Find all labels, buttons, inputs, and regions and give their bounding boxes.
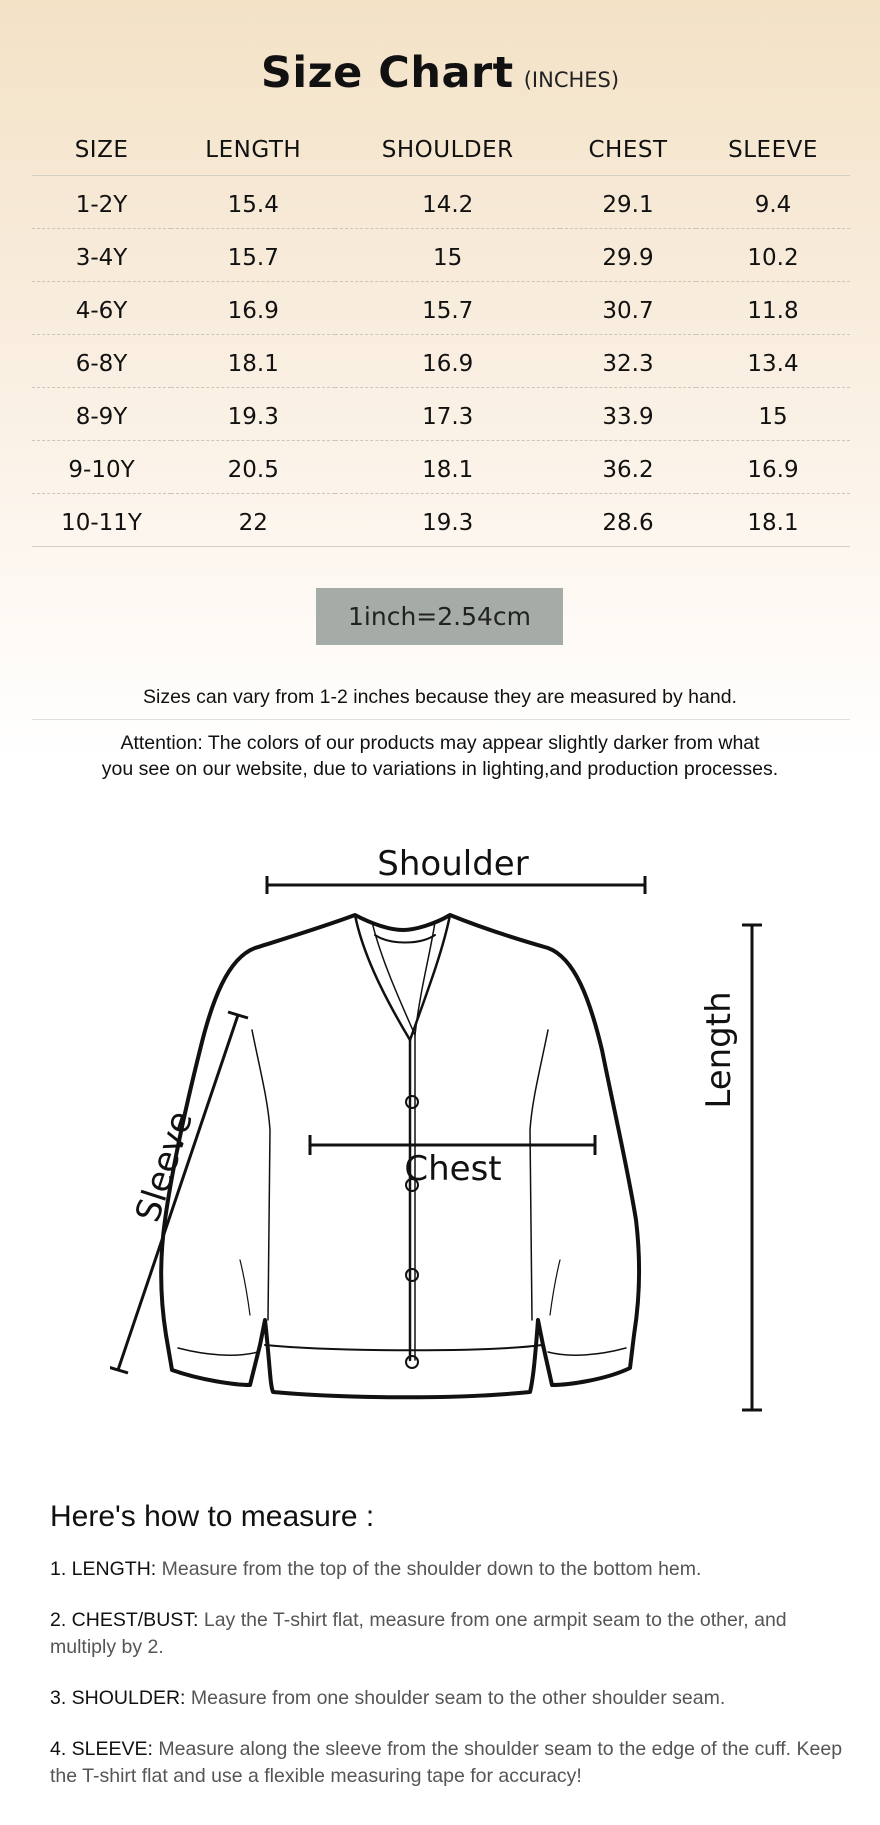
length-cell: 15.7	[171, 229, 335, 282]
conversion-badge: 1inch=2.54cm	[316, 588, 563, 645]
button-dot	[406, 1269, 418, 1281]
how-to-item-text: Measure from the top of the shoulder down to the bottom hem.	[156, 1558, 702, 1580]
cardigan-outline	[161, 915, 639, 1397]
shoulder-cell: 14.2	[335, 176, 560, 229]
sleeve-cell: 15	[696, 388, 850, 441]
table-header-row	[32, 125, 850, 176]
table-row	[32, 441, 850, 494]
how-to-item-key: 2. CHEST/BUST:	[50, 1609, 199, 1631]
unit-label: (INCHES)	[523, 68, 620, 92]
cardigan-diagram	[110, 840, 790, 1420]
chest-cell: 29.1	[560, 176, 696, 229]
page-header	[0, 48, 880, 98]
column-header-length: LENGTH	[171, 125, 335, 176]
how-to-item-text: Measure along the sleeve from the shoulder seam to the edge of the cuff. Keep the T-shirt flat and use a flexible measuring tape for accuracy!	[50, 1738, 843, 1787]
length-cell: 15.4	[171, 176, 335, 229]
length-cell: 18.1	[171, 335, 335, 388]
length-cell: 19.3	[171, 388, 335, 441]
column-header-shoulder: SHOULDER	[335, 125, 560, 176]
attention-line-1: Attention: The colors of our products may appear slightly darker from what	[120, 732, 760, 754]
shoulder-label: Shoulder	[377, 844, 529, 884]
page-title: Size Chart	[260, 48, 514, 98]
chest-cell: 33.9	[560, 388, 696, 441]
shoulder-cell: 15	[335, 229, 560, 282]
variation-note: Sizes can vary from 1-2 inches because they are measured by hand.	[143, 686, 737, 708]
sleeve-cell: 11.8	[696, 282, 850, 335]
table-row	[32, 282, 850, 335]
table-row	[32, 335, 850, 388]
column-header-chest: CHEST	[560, 125, 696, 176]
sleeve-cell: 16.9	[696, 441, 850, 494]
how-to-item	[50, 1556, 850, 1583]
sleeve-cell: 13.4	[696, 335, 850, 388]
shoulder-cell: 15.7	[335, 282, 560, 335]
how-to-item-key: 1. LENGTH:	[50, 1558, 157, 1580]
button-dot	[406, 1096, 418, 1108]
attention-line-2: you see on our website, due to variations in lighting,and production processes.	[101, 758, 779, 780]
size-cell: 4-6Y	[32, 282, 171, 335]
how-to-item	[50, 1736, 850, 1790]
chest-cell: 32.3	[560, 335, 696, 388]
how-to-measure-section	[50, 1500, 850, 1814]
button-dot	[406, 1356, 418, 1368]
size-cell: 10-11Y	[32, 494, 171, 547]
size-cell: 3-4Y	[32, 229, 171, 282]
how-to-item	[50, 1685, 850, 1712]
length-cell: 22	[171, 494, 335, 547]
how-to-item	[50, 1607, 850, 1661]
length-cell: 16.9	[171, 282, 335, 335]
sleeve-cell: 9.4	[696, 176, 850, 229]
size-cell: 8-9Y	[32, 388, 171, 441]
chest-label: Chest	[404, 1149, 502, 1189]
divider	[32, 719, 850, 720]
shoulder-cell: 18.1	[335, 441, 560, 494]
how-to-item-key: 4. SLEEVE:	[50, 1738, 153, 1760]
table-row	[32, 494, 850, 547]
table-row	[32, 388, 850, 441]
sleeve-cell: 18.1	[696, 494, 850, 547]
table-row	[32, 229, 850, 282]
chest-cell: 36.2	[560, 441, 696, 494]
chest-cell: 29.9	[560, 229, 696, 282]
table-row	[32, 176, 850, 229]
chest-cell: 28.6	[560, 494, 696, 547]
column-header-size: SIZE	[32, 125, 171, 176]
column-header-sleeve: SLEEVE	[696, 125, 850, 176]
length-cell: 20.5	[171, 441, 335, 494]
how-to-item-key: 3. SHOULDER:	[50, 1687, 186, 1709]
size-cell: 9-10Y	[32, 441, 171, 494]
how-to-item-text: Lay the T-shirt flat, measure from one armpit seam to the other, and multiply by 2.	[50, 1609, 787, 1658]
how-to-title: Here's how to measure :	[50, 1500, 375, 1533]
collar-line	[355, 915, 410, 1360]
sleeve-label: Sleeve	[127, 1106, 202, 1227]
length-label: Length	[699, 991, 739, 1109]
attention-note	[0, 730, 880, 782]
size-table	[32, 125, 850, 547]
shoulder-cell: 17.3	[335, 388, 560, 441]
chest-cell: 30.7	[560, 282, 696, 335]
shoulder-cell: 19.3	[335, 494, 560, 547]
size-cell: 6-8Y	[32, 335, 171, 388]
size-cell: 1-2Y	[32, 176, 171, 229]
sleeve-cell: 10.2	[696, 229, 850, 282]
shoulder-cell: 16.9	[335, 335, 560, 388]
how-to-item-text: Measure from one shoulder seam to the other shoulder seam.	[185, 1687, 726, 1709]
